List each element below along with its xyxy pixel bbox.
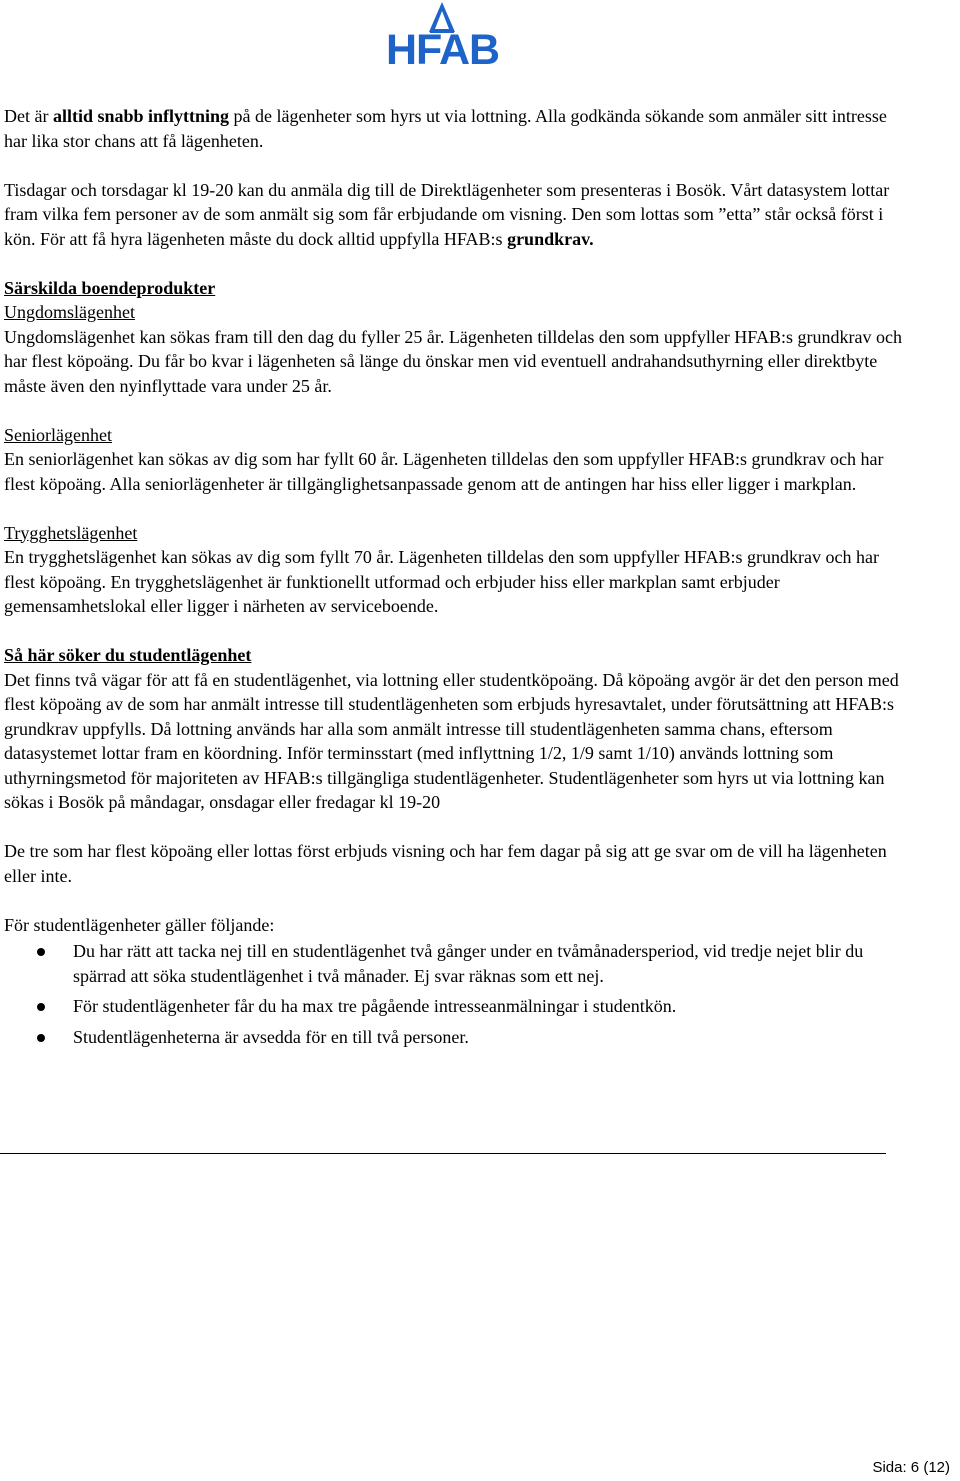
document-body <box>4 104 904 1055</box>
student-heading: Så här söker du studentlägenhet <box>4 645 252 665</box>
text-run: på de lägenheter som hyrs ut via lottning. Alla godkända sökande som anmäler sitt intresse har lika stor chans att få lägenheten. <box>4 106 887 151</box>
list-item-text: Studentlägenheterna är avsedda för en till två personer. <box>73 1026 469 1047</box>
student-paragraph-2: De tre som har flest köpoäng eller lottas först erbjuds visning och har fem dagar på sig att ge svar om de vill ha lägenheten eller inte. <box>4 841 887 886</box>
intro-paragraph-1 <box>4 104 904 153</box>
list-item <box>4 1025 904 1050</box>
intro-paragraph-2 <box>4 178 904 252</box>
senior-title: Seniorlägenhet <box>4 424 112 445</box>
bullet-icon <box>37 1003 45 1011</box>
special-heading: Särskilda boendeprodukter <box>4 277 216 298</box>
bullet-icon <box>37 1034 45 1042</box>
emphasis-text: grundkrav. <box>507 228 594 249</box>
text-run: Tisdagar och torsdagar kl 19-20 kan du anmäla dig till de Direktlägenheter som presenteras i Bosök. Vårt datasystem lottar fram vilka fem personer av de som anmält sig som får erbjudande om visning. Den som lottas som ”etta” står också först i kön. För att få hyra lägenheten måste du dock alltid uppfylla HFAB:s <box>4 179 890 249</box>
emphasis-text: alltid snabb inflyttning <box>52 106 230 126</box>
list-item-text: Du har rätt att tacka nej till en studentlägenhet två gånger under en tvåmånadersperiod, vid tredje nejet blir du spärrad att söka studentlägenhet i två månader. Ej svar räknas som ett nej. <box>73 941 864 986</box>
youth-title: Ungdomslägenhet <box>4 302 135 322</box>
safety-text: En trygghetslägenhet kan sökas av dig som fyllt 70 år. Lägenheten tilldelas den som uppfyller HFAB:s grundkrav och har flest köpoäng. En trygghetslägenhet är funktionellt utformad och erbjuder hiss eller markplan samt erbjuder gemensamhetslokal eller ligger i närheten av serviceboende. <box>4 547 879 616</box>
list-item-text: För studentlägenheter får du ha max tre pågående intresseanmälningar i studentkön. <box>73 996 677 1016</box>
safety-title: Trygghetslägenhet <box>4 522 138 543</box>
list-item <box>4 994 904 1019</box>
hfab-logo <box>386 2 498 78</box>
footer-divider <box>0 1153 886 1154</box>
student-rules-list <box>4 939 904 1049</box>
logo-text: HFAB <box>386 26 500 74</box>
text-run: Det är <box>4 106 53 126</box>
student-paragraph-1: Det finns två vägar för att få en studentlägenhet, via lottning eller studentköpoäng. Då köpoäng avgör är det den person med flest köpoäng av de som har anmält intresse till studentlägenheten som erbjuds hyresavtalet, under förutsättning att HFAB:s grundkrav uppfylls. Då lottning används har alla som anmält intresse till studentlägenheten samma chans, eftersom datasystemet lottar fram en köordning. Inför terminsstart (med inflyttning 1/2, 1/9 samt 1/10) används lottning som uthyrningsmetod för majoriteten av HFAB:s tillgängliga studentlägenheter. Studentlägenheter som hyrs ut via lottning kan sökas i Bosök på måndagar, onsdagar eller fredagar kl 19-20 <box>4 669 899 812</box>
student-list-intro: För studentlägenheter gäller följande: <box>4 914 275 935</box>
list-item <box>4 939 904 988</box>
youth-text: Ungdomslägenhet kan sökas fram till den dag du fyller 25 år. Lägenheten tilldelas den som uppfyller HFAB:s grundkrav och har flest köpoäng. Du får bo kvar i lägenheten så länge du önskar men vid eventuell andrahandsuthyrning eller direktbyte måste även den nyinflyttade vara under 25 år. <box>4 326 902 396</box>
senior-text: En seniorlägenhet kan sökas av dig som har fyllt 60 år. Lägenheten tilldelas den som uppfyller HFAB:s grundkrav och har flest köpoäng. Alla seniorlägenheter är tillgänglighetsanpassade genom att de antingen har hiss eller ligger i markplan. <box>4 449 884 494</box>
page-number: Sida: 6 (12) <box>872 1459 950 1476</box>
bullet-icon <box>37 948 45 956</box>
